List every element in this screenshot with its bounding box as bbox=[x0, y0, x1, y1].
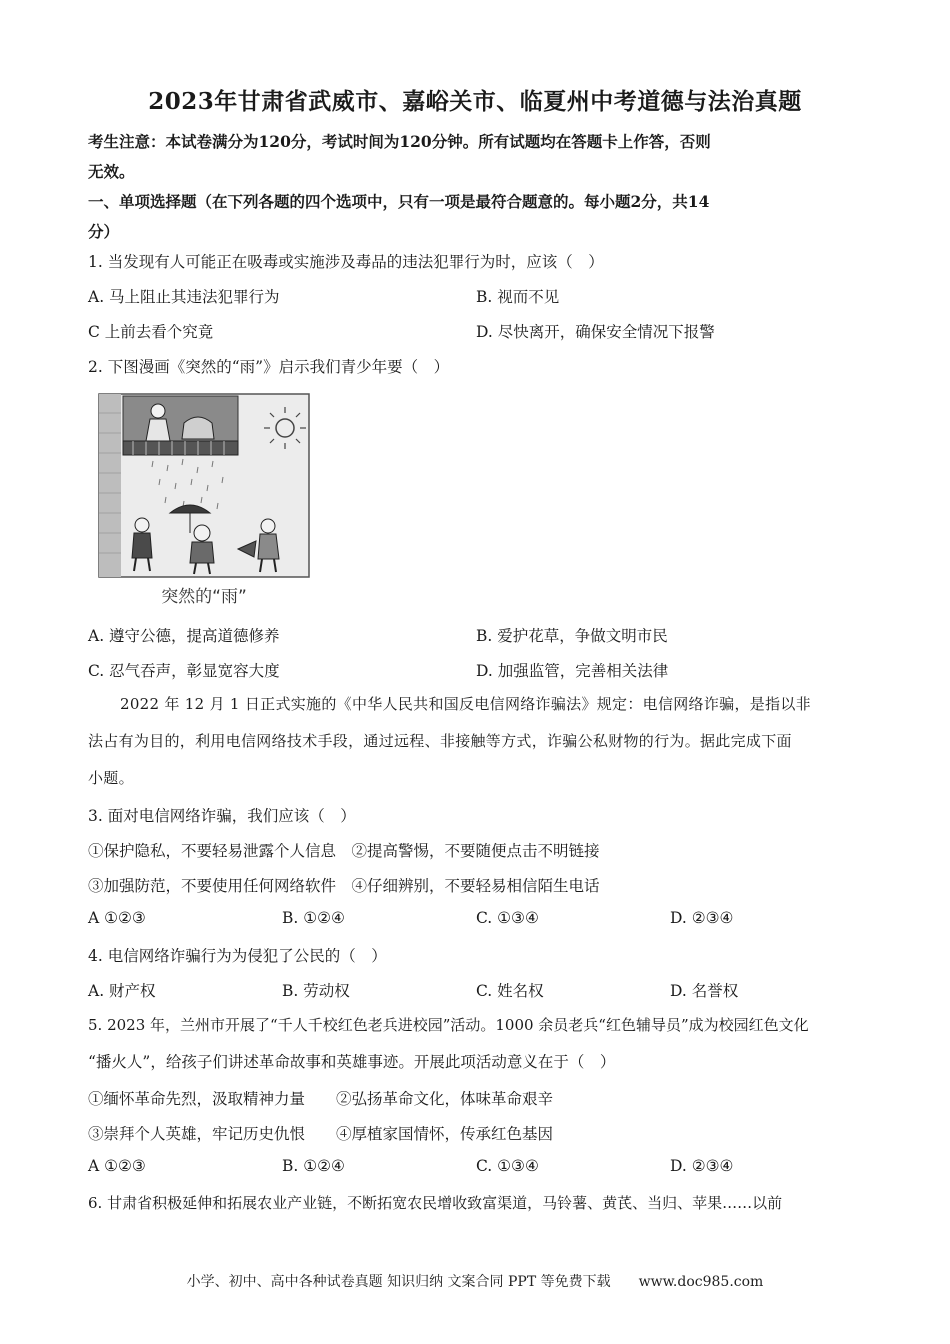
page-title: 2023年甘肃省武威市、嘉峪关市、临夏州中考道德与法治真题 bbox=[148, 88, 802, 115]
material-line-3: 小题。 bbox=[88, 769, 134, 787]
question-1-stem: 1. 当发现有人可能正在吸毒或实施涉及毒品的违法犯罪行为时，应该（ ） bbox=[88, 253, 604, 271]
page-footer: 小学、初中、高中各种试卷真题 知识归纳 文案合同 PPT 等免费下载 www.doc985.com bbox=[186, 1274, 764, 1290]
question-4-option-b: B. 劳动权 bbox=[282, 982, 350, 1000]
question-3-stem: 3. 面对电信网络诈骗，我们应该（ ） bbox=[88, 807, 356, 825]
section-heading-line-2: 分） bbox=[88, 222, 120, 241]
question-3-statements-3-4: ③加强防范，不要使用任何网络软件 ④仔细辨别，不要轻易相信陌生电话 bbox=[88, 877, 600, 895]
question-5-option-c: C. ①③④ bbox=[476, 1157, 539, 1175]
question-5-stem-line-1: 5. 2023 年，兰州市开展了“千人千校红色老兵进校园”活动。1000 余员老兵“红色辅导员”成为校园红色文化 bbox=[88, 1016, 809, 1034]
question-5-stem-line-2: “播火人”，给孩子们讲述革命故事和英雄事迹。开展此项活动意义在于（ ） bbox=[88, 1053, 616, 1071]
question-5-statements-3-4: ③崇拜个人英雄，牢记历史仇恨 ④厚植家国情怀，传承红色基因 bbox=[88, 1125, 554, 1143]
question-2-option-c: C. 忍气吞声，彰显宽容大度 bbox=[88, 662, 280, 680]
question-1-option-d: D. 尽快离开，确保安全情况下报警 bbox=[476, 323, 715, 341]
comic-illustration bbox=[98, 393, 310, 578]
question-2-option-a: A. 遵守公德，提高道德修养 bbox=[88, 627, 280, 645]
question-1-option-c: C 上前去看个究竟 bbox=[88, 323, 214, 341]
question-4-option-d: D. 名誉权 bbox=[670, 982, 739, 1000]
question-5-option-d: D. ②③④ bbox=[670, 1157, 734, 1175]
question-5-option-b: B. ①②④ bbox=[282, 1157, 345, 1175]
question-4-option-a: A. 财产权 bbox=[88, 982, 156, 1000]
notice-line-1: 考生注意：本试卷满分为120分，考试时间为120分钟。所有试题均在答题卡上作答，否则 bbox=[88, 132, 711, 151]
question-6-stem: 6. 甘肃省积极延伸和拓展农业产业链，不断拓宽农民增收致富渠道，马铃薯、黄芪、当归、苹果……以前 bbox=[88, 1194, 783, 1212]
question-4-stem: 4. 电信网络诈骗行为为侵犯了公民的（ ） bbox=[88, 947, 387, 965]
comic-caption: 突然的“雨” bbox=[161, 587, 247, 607]
question-3-statements-1-2: ①保护隐私，不要轻易泄露个人信息 ②提高警惕，不要随便点击不明链接 bbox=[88, 842, 600, 860]
question-2-option-b: B. 爱护花草，争做文明市民 bbox=[476, 627, 668, 645]
question-2-option-d: D. 加强监管，完善相关法律 bbox=[476, 662, 669, 680]
question-3-option-b: B. ①②④ bbox=[282, 909, 345, 927]
question-1-option-b: B. 视而不见 bbox=[476, 288, 560, 306]
question-3-option-d: D. ②③④ bbox=[670, 909, 734, 927]
question-3-option-a: A ①②③ bbox=[88, 909, 146, 927]
section-heading-line-1: 一、单项选择题（在下列各题的四个选项中，只有一项是最符合题意的。每小题2分，共14 bbox=[88, 192, 710, 211]
question-5-option-a: A ①②③ bbox=[88, 1157, 146, 1175]
question-2-stem: 2. 下图漫画《突然的“雨”》启示我们青少年要（ ） bbox=[88, 358, 450, 376]
notice-line-2: 无效。 bbox=[88, 162, 135, 181]
question-1-option-a: A. 马上阻止其违法犯罪行为 bbox=[88, 288, 280, 306]
material-line-1: 2022 年 12 月 1 日正式实施的《中华人民共和国反电信网络诈骗法》规定：电信网络诈骗，是指以非 bbox=[120, 695, 811, 713]
question-3-option-c: C. ①③④ bbox=[476, 909, 539, 927]
question-5-statements-1-2: ①缅怀革命先烈，汲取精神力量 ②弘扬革命文化，体味革命艰辛 bbox=[88, 1090, 554, 1108]
question-4-option-c: C. 姓名权 bbox=[476, 982, 544, 1000]
material-line-2: 法占有为目的，利用电信网络技术手段，通过远程、非接触等方式，诈骗公私财物的行为。据此完成下面 bbox=[88, 732, 792, 750]
